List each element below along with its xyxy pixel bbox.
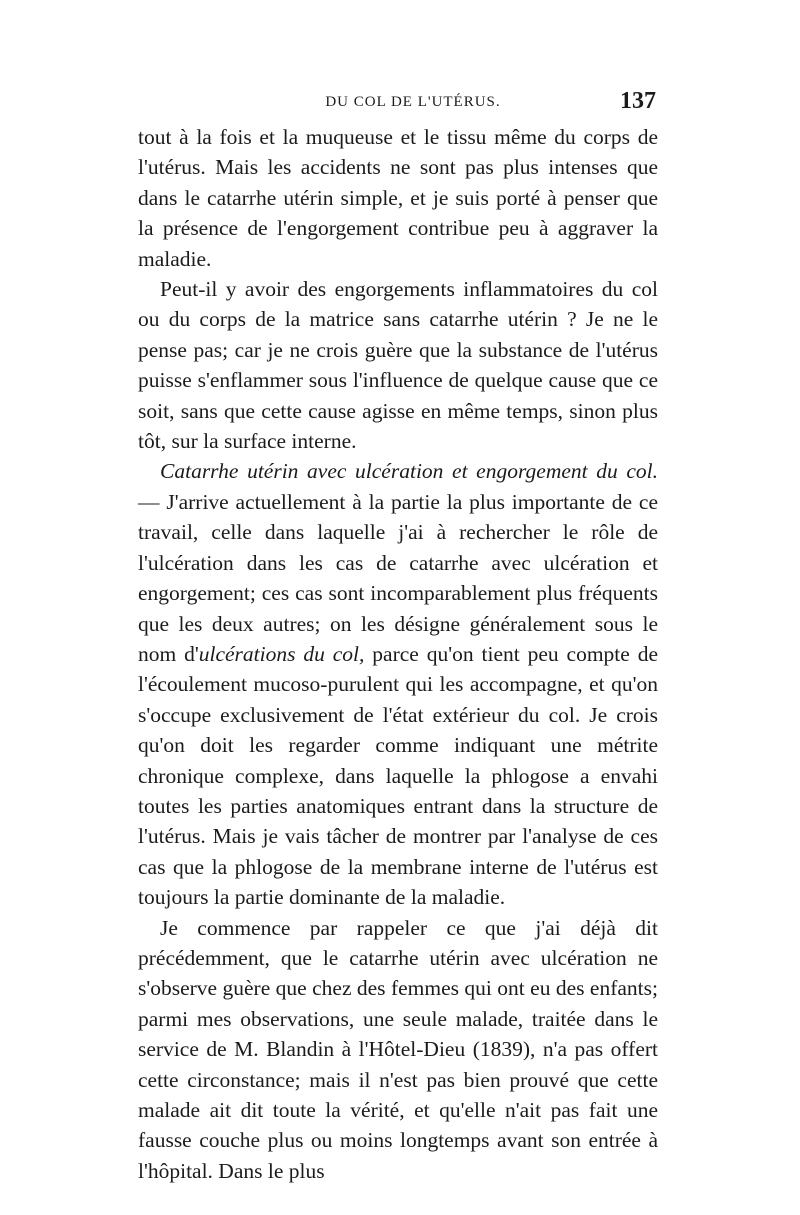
document-page xyxy=(138,88,658,1186)
italic-term: ulcérations du col, xyxy=(198,641,365,666)
body-text xyxy=(138,122,658,1186)
paragraph-2: Peut-il y avoir des engorgements inflammatoires du col ou du corps de la matrice sans catarrhe utérin ? Je ne le pense pas; car je ne crois guère que la substance de l'utérus puisse s'enflammer sous l'influence de quelque cause que ce soit, sans que cette cause agisse en même temps, sinon plus tôt, sur la surface interne. xyxy=(138,277,658,454)
paragraph-3-text-b: parce qu'on tient peu compte de l'écoulement mucoso-purulent qui les accompagne, et qu'on s'occupe exclusivement de l'état extérieur du col. Je crois qu'on doit les regarder comme indiquant une métrite chronique complexe, dans laquelle la phlogose a envahi toutes les parties anatomiques entrant dans la structure de l'utérus. Mais je vais tâcher de montrer par l'analyse de ces cas que la phlogose de la membrane interne de l'utérus est toujours la partie dominante de la maladie. xyxy=(138,641,658,910)
page-header xyxy=(138,88,658,118)
paragraph-3 xyxy=(138,456,658,912)
paragraph-1: tout à la fois et la muqueuse et le tissu même du corps de l'utérus. Mais les accidents ne sont pas plus intenses que dans le catarrhe utérin simple, et je suis porté à penser que la présence de l'engorgement contribue peu à aggraver la maladie. xyxy=(138,125,658,271)
paragraph-4: Je commence par rappeler ce que j'ai déjà dit précédemment, que le catarrhe utérin avec ulcération ne s'observe guère que chez des femmes qui ont eu des enfants; parmi mes observations, une seule malade, traitée dans le service de M. Blandin à l'Hôtel-Dieu (1839), n'a pas offert cette circonstance; mais il n'est pas bien prouvé que cette malade ait dit toute la vérité, et qu'elle n'ait pas fait une fausse couche plus ou moins longtemps avant son entrée à l'hôpital. Dans le plus xyxy=(138,915,658,1183)
running-title: DU COL DE L'UTÉRUS. xyxy=(325,94,501,110)
page-number: 137 xyxy=(620,88,656,114)
paragraph-3-text-a: — J'arrive actuellement à la partie la plus importante de ce travail, celle dans laquelle j'ai à rechercher le rôle de l'ulcération dans les cas de catarrhe avec ulcération et engorgement; ces cas sont incomparablement plus fréquents que les deux autres; on les désigne généralement sous le nom d' xyxy=(138,489,658,666)
section-heading: Catarrhe utérin avec ulcération et engorgement du col. xyxy=(160,459,658,484)
